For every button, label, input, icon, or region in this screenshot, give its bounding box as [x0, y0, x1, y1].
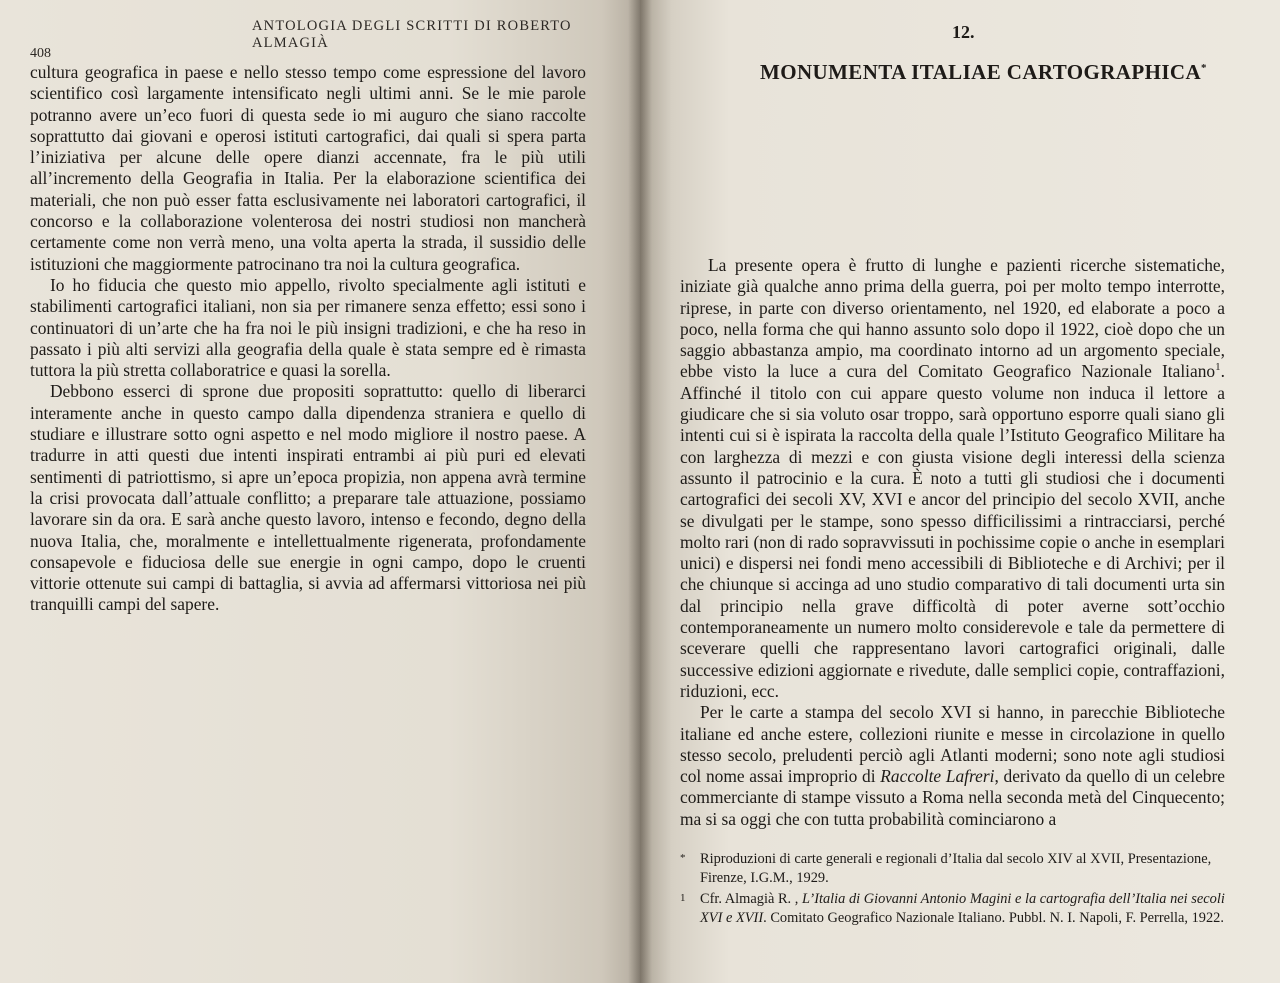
footnote-reference: 1: [1215, 361, 1221, 374]
paragraph-text: La presente opera è frutto di lunghe e pazienti ricerche sistematiche, iniziate già qualche anno prima della guerra, poi per molto tempo interrotte, riprese, in parte con diverso orientamento, nel 1920, ed elaborate a poco a poco, nella forma che qui hanno assunto solo dopo il 1922, cioè dopo che un saggio abbastanza ampio, ma coordinato intorno ad un argomento speciale, ebbe visto la luce a cura del Comitato Geografico Nazionale Italiano: [680, 255, 1225, 382]
right-page: [640, 0, 1280, 983]
footnote-text: Cfr. Almagià R. ,: [700, 891, 802, 907]
footnote: [680, 850, 1228, 888]
chapter-number: 12.: [952, 22, 975, 42]
footnote-mark: *: [680, 852, 686, 864]
paragraph: cultura geografica in paese e nello stesso tempo come espressione del lavoro scientifico così largamente intensificato negli ultimi anni. Se le mie parole potranno avere un’eco fuori di questa sede io mi auguro che siano raccolte soprattutto dai giovani e operosi istituti cartografici, dai quali si spera parta l’iniziativa per alcune delle opere dianzi accennate, fra le più utili all’incremento della Geografia in Italia. Per la elaborazione scientifica dei materiali, che non può esser fatta esclusivamente nei laboratori cartografici, il concorso e la collaborazione volenterosa dei nostri studiosi non mancherà certamente come non verrà meno, una volta aperta la strada, il sussidio delle istituzioni che maggiormente patrocinano tra noi la cultura geografica.: [30, 62, 586, 274]
running-head: ANTOLOGIA DEGLI SCRITTI DI ROBERTO ALMAGIÀ: [252, 18, 572, 51]
left-page-body: [30, 62, 586, 616]
footnote-mark: 1: [680, 892, 686, 904]
chapter-title-text: MONUMENTA ITALIAE CARTOGRAPHICA: [760, 60, 1202, 84]
paragraph: Debbono esserci di sprone due propositi soprattutto: quello di liberarci interamente anche in questo campo dalla dipendenza straniera e quello di studiare e illustrare sotto ogni aspetto e nel modo migliore il nostro paese. A tradurre in atti questi due intenti inspirati entrambi ai più puri ed elevati sentimenti di patriottismo, si apre un’epoca propizia, non appena avrà termine la crisi provocata dall’attuale conflitto; a preparare tale attuazione, possiamo lavorare sin da ora. E sarà anche questo lavoro, intenso e fecondo, degno della nuova Italia, che, moralmente e intellettualmente rigenerata, profondamente consapevole e fiduciosa delle sue energie in ogni campo, dopo le cruenti vittorie ottenute sui campi di battaglia, si avvia ad affermarsi vittoriosa nei più tranquilli campi del sapere.: [30, 381, 586, 615]
paragraph-text: Per le carte a stampa del secolo XVI si hanno, in parecchie Biblioteche italiane ed anche estere, collezioni riunite e messe in circolazione in quello stesso secolo, preludenti perciò agli Atlanti moderni; sono note agli studiosi col nome assai improprio di: [680, 702, 1225, 787]
paragraph: [680, 702, 1225, 830]
italic-term: Raccolte Lafreri: [880, 766, 995, 787]
paragraph-text: . Affinché il titolo con cui appare questo volume non induca il lettore a giudicare che si sia voluto osar troppo, sarà opportuno esporre quali siano gli intenti cui si è ispirata la raccolta della quale l’Istituto Geografico Militare ha con larghezza di mezzi e con giusta visione degli interessi della scienza assunto il patrocinio e la cura. È noto a tutti gli studiosi che i documenti cartografici dei secoli XV, XVI e ancor del principio del secolo XVII, anche se divulgati per le stampe, sono spesso difficilissimi a rintracciarsi, perché molto rari (non di rado sopravvissuti in pochissime copie o anche in esemplari unici) e dispersi nei fondi meno accessibili di Biblioteche e di Archivi; per il che chiunque si accinga ad uno studio comparativo di tali documenti urta sin dal principio nella grave difficoltà di poter averne sott’occhio contemporaneamente un numero molto considerevole e tale da permettere di sceverare quelli che rappresentano lavori cartografici originali, dalle successive edizioni aggiornate e rivedute, dalle semplici copie, contraffazioni, riduzioni, ecc.: [680, 361, 1225, 701]
right-page-body: [680, 255, 1225, 830]
paragraph: Io ho fiducia che questo mio appello, rivolto specialmente agli istituti e stabilimenti cartografici italiani, non sia per rimanere senza effetto; essi sono i continuatori di un’arte che ha fra noi le più insigni tradizioni, e che ha reso in passato i più alti servizi alla geografia della quale è stata sempre ed è rimasta tuttora la più stretta collaboratrice e quasi la sorella.: [30, 274, 586, 381]
footnote: [680, 890, 1228, 928]
paragraph: [680, 255, 1225, 702]
book-gutter-shadow: [628, 0, 652, 983]
chapter-title: [760, 60, 1207, 85]
footnote-text: Riproduzioni di carte generali e regionali d’Italia dal secolo XIV al XVII, Presentazione, Firenze, I.G.M., 1929.: [700, 851, 1212, 886]
footnote-text: . Comitato Geografico Nazionale Italiano. Pubbl. N. I. Napoli, F. Perrella, 1922.: [763, 910, 1224, 926]
footnote-italic-title: L’Italia di Giovanni Antonio Magini e la cartografia dell’Italia nei secoli XVI e XVII: [700, 891, 1225, 926]
footnotes: [680, 850, 1228, 930]
chapter-title-footnote-mark: *: [1201, 62, 1207, 74]
page-number: 408: [30, 46, 51, 61]
paragraph-text: , derivato da quello di un celebre commerciante di stampe vissuto a Roma nella seconda metà del Cinquecento; ma si sa oggi che con tutta probabilità cominciarono a: [680, 766, 1225, 829]
